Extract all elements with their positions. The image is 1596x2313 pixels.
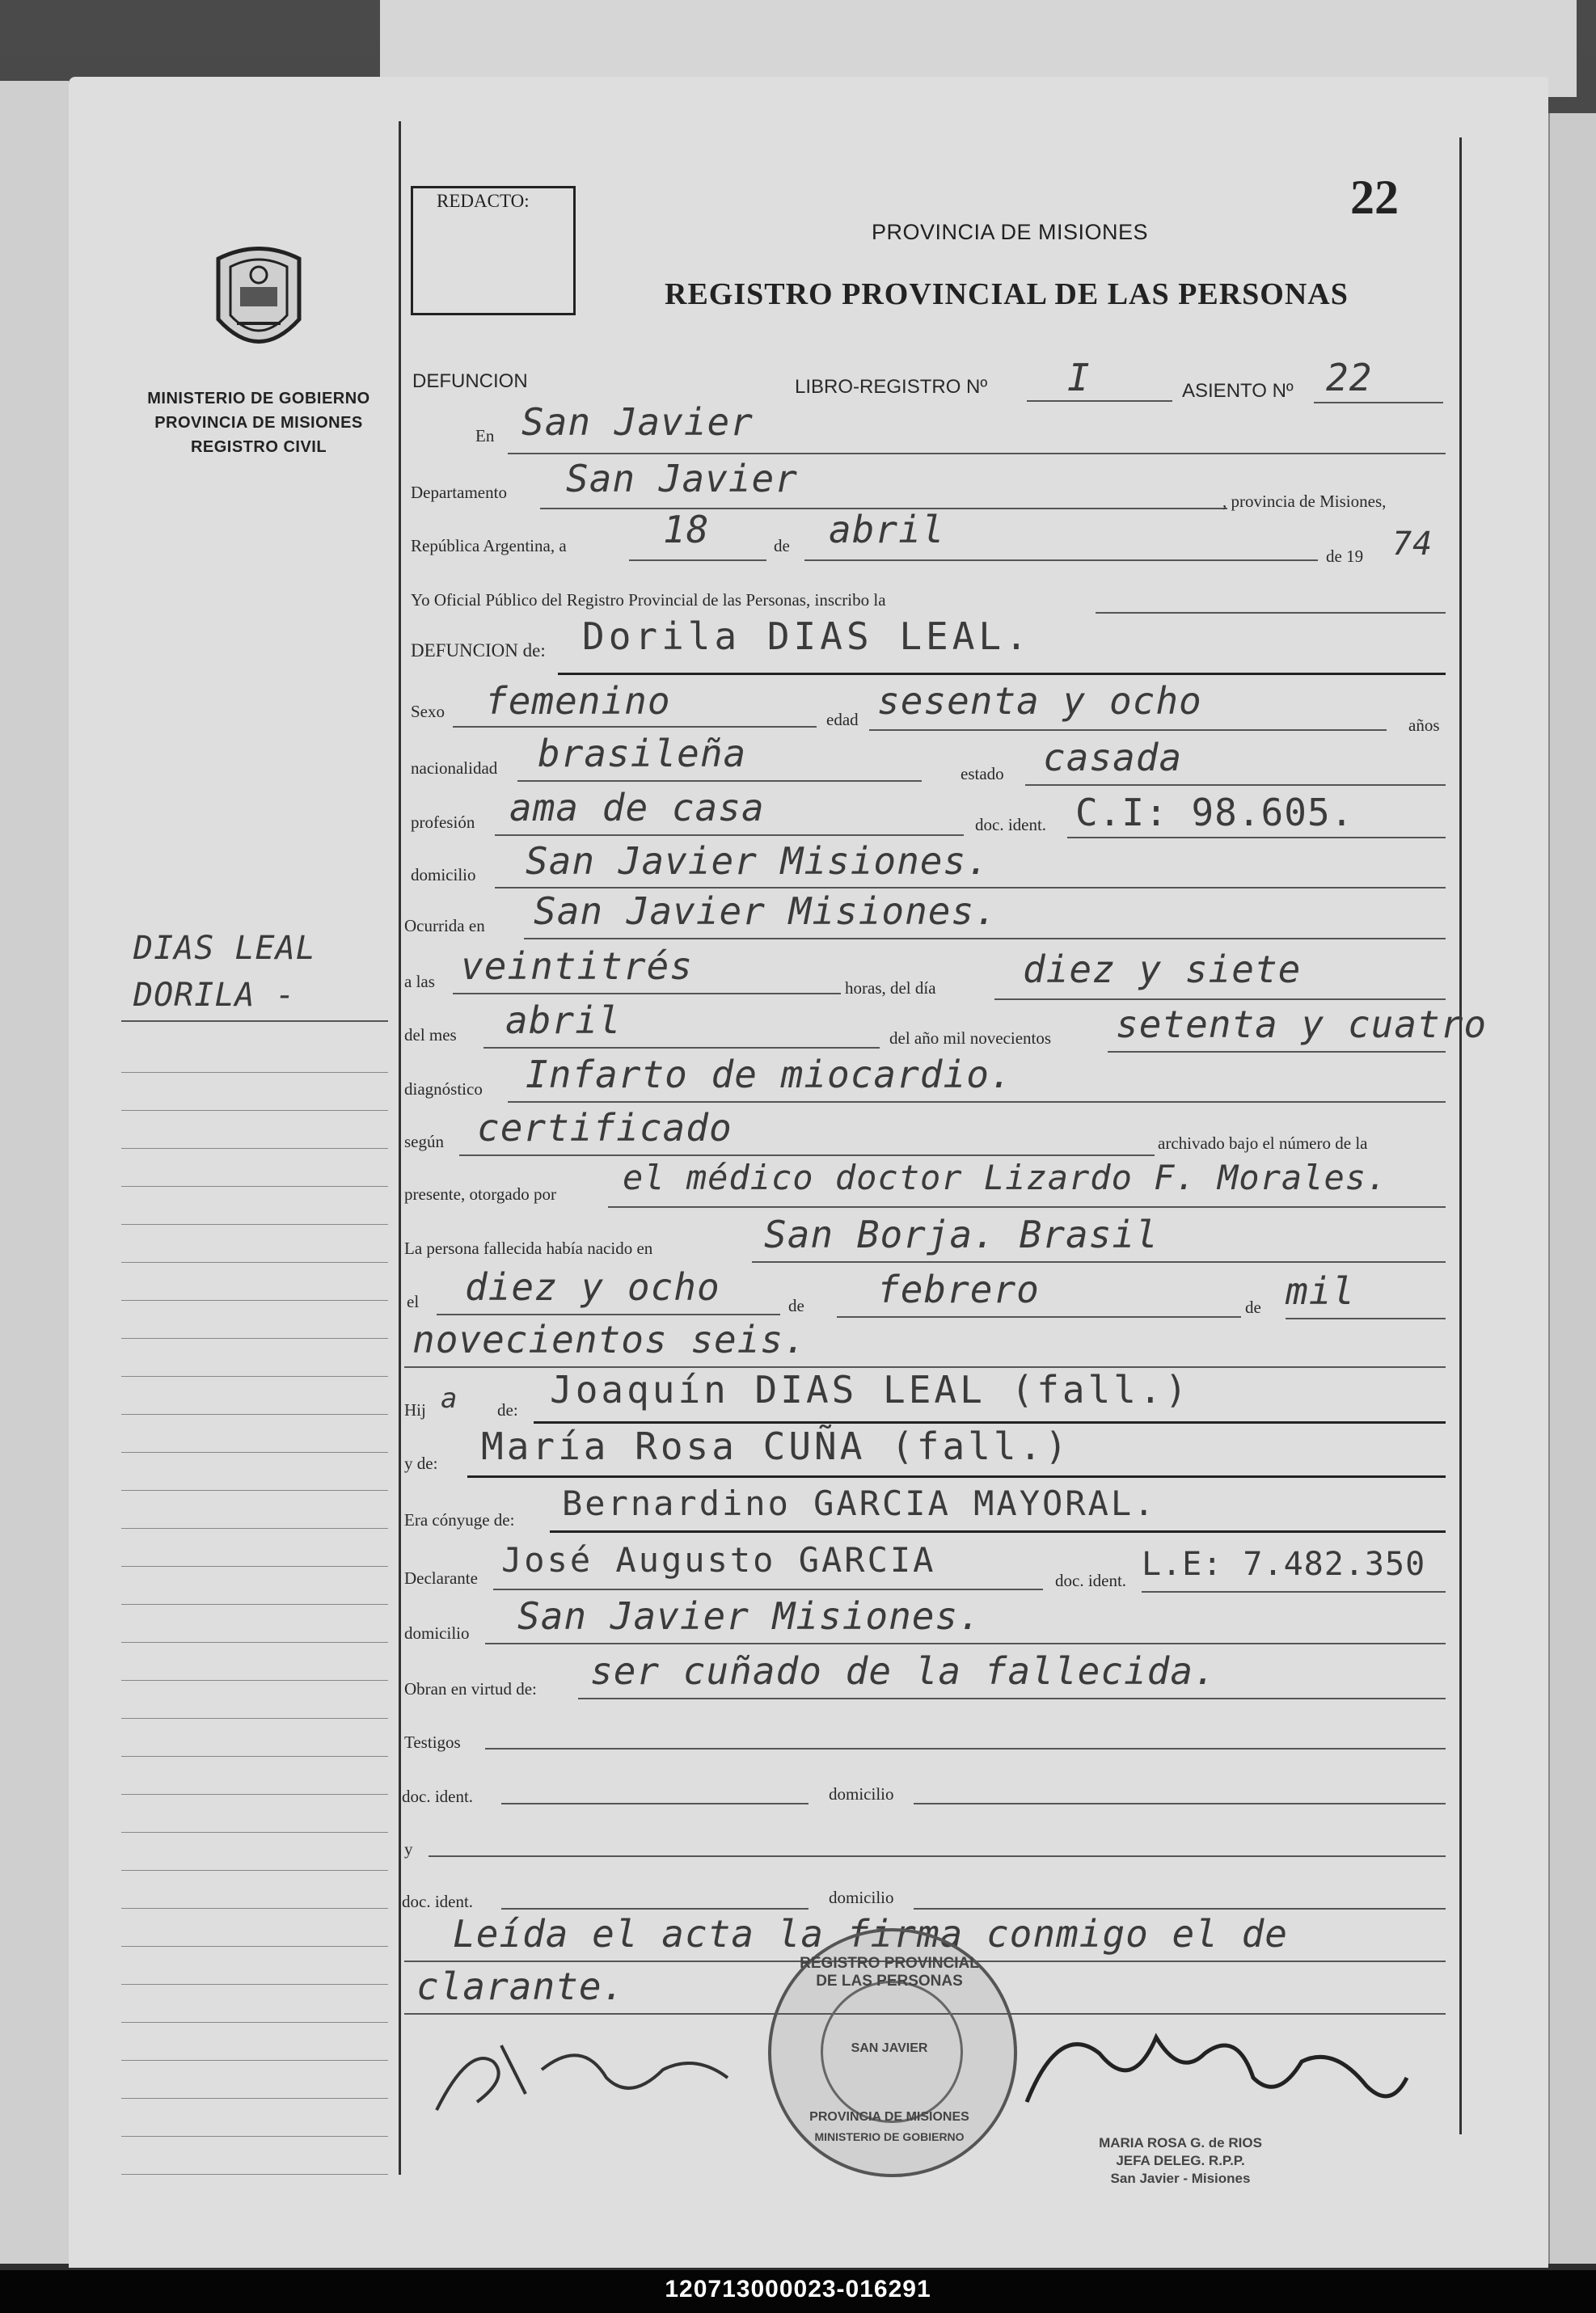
dia-value: 18 — [663, 508, 710, 551]
declarante-doc-label: doc. ident. — [1055, 1571, 1127, 1590]
ocurrida-en-rule — [524, 938, 1446, 939]
provincia-title: PROVINCIA DE MISIONES — [872, 220, 1149, 244]
asiento-rule — [1314, 402, 1443, 403]
departamento-value: San Javier — [566, 457, 798, 500]
en-value: San Javier — [521, 400, 754, 444]
ano-hecho-value: setenta y cuatro — [1116, 1002, 1488, 1046]
mes-value: abril — [829, 508, 945, 551]
declarante-value: José Augusto GARCIA — [501, 1540, 936, 1580]
libro-registro-label: LIBRO-REGISTRO Nº — [795, 376, 988, 398]
mes-hecho-value: abril — [505, 998, 622, 1042]
doc-ident3-label: doc. ident. — [402, 1787, 474, 1806]
nac-mes-value: febrero — [877, 1268, 1040, 1311]
profesion-rule — [495, 834, 964, 836]
padre-value: Joaquín DIAS LEAL (fall.) — [550, 1368, 1191, 1412]
doc-ident4-rule — [501, 1908, 809, 1910]
departamento-label: Departamento — [411, 483, 507, 502]
ocurrida-en-label: Ocurrida en — [404, 916, 485, 935]
nac-ano-2-value: novecientos seis. — [412, 1318, 807, 1361]
redacto-label: REDACTO: — [437, 191, 530, 211]
deceased-name: Dorila DIAS LEAL. — [582, 614, 1032, 658]
nac-dia-rule — [437, 1314, 780, 1315]
domicilio-label: domicilio — [411, 865, 476, 884]
declarante-doc-rule — [1142, 1591, 1446, 1593]
diagnostico-label: diagnóstico — [404, 1079, 483, 1099]
leida-line-2: clarante. — [416, 1965, 626, 2008]
estado-label: estado — [961, 764, 1004, 783]
declarante-label: Declarante — [404, 1568, 478, 1588]
de-label: de — [774, 536, 790, 555]
presente-label: presente, otorgado por — [404, 1184, 556, 1204]
doc-ident-label: doc. ident. — [975, 815, 1047, 834]
sexo-value: femenino — [485, 679, 671, 723]
segun-value: certificado — [477, 1106, 733, 1150]
de-19-label: de 19 — [1326, 547, 1364, 566]
ano-hecho-rule — [1108, 1051, 1446, 1053]
officer-stamp-line-1: MARIA ROSA G. de RIOS — [1099, 2135, 1262, 2150]
page-number: 22 — [1350, 171, 1399, 224]
book-edge — [1548, 113, 1596, 2264]
nacionalidad-value: brasileña — [538, 732, 747, 775]
hora-value: veintitrés — [461, 944, 693, 988]
archivado-label: archivado bajo el número de la — [1158, 1133, 1368, 1153]
nac-ano-1-value: mil — [1286, 1269, 1356, 1313]
officer-stamp — [1083, 2134, 1277, 2188]
officer-signature — [1011, 2005, 1415, 2142]
horas-del-dia-label: horas, del día — [845, 978, 936, 998]
officer-stamp-line-2: JEFA DELEG. R.P.P. — [1116, 2153, 1245, 2168]
seal-bottom-text: PROVINCIA DE MISIONES — [809, 2110, 969, 2124]
seal-ministry-text: MINISTERIO DE GOBIERNO — [814, 2130, 965, 2143]
nacido-en-value: San Borja. Brasil — [764, 1213, 1159, 1256]
declarante-domicilio-value: San Javier Misiones. — [517, 1594, 982, 1638]
hora-rule — [453, 993, 841, 994]
seal-ring-text: REGISTRO PROVINCIAL DE LAS PERSONAS — [800, 1955, 979, 1990]
ocurrida-en-value: San Javier Misiones. — [534, 889, 998, 933]
profesion-label: profesión — [411, 813, 475, 832]
previous-page-edge — [0, 81, 71, 2264]
seal-center-text: SAN JAVIER — [851, 2041, 928, 2055]
registro-title: REGISTRO PROVINCIAL DE LAS PERSONAS — [665, 277, 1349, 311]
segun-rule — [459, 1154, 1155, 1156]
ministry-line-1: MINISTERIO DE GOBIERNO — [147, 390, 370, 407]
madre-value: María Rosa CUÑA (fall.) — [481, 1425, 1070, 1468]
otorgado-por-value: el médico doctor Lizardo F. Morales. — [623, 1158, 1388, 1197]
provincial-coat-of-arms-icon — [206, 243, 311, 364]
republica-label: República Argentina, a — [411, 536, 567, 555]
declarante-domicilio-rule — [485, 1643, 1446, 1644]
otorgado-por-rule — [608, 1206, 1446, 1208]
conyuge-value: Bernardino GARCIA MAYORAL. — [562, 1484, 1157, 1523]
padre-rule — [534, 1421, 1446, 1424]
a-las-label: a las — [404, 972, 435, 991]
en-rule — [508, 453, 1446, 454]
en-label: En — [475, 426, 495, 445]
conyuge-rule — [550, 1530, 1446, 1533]
libro-registro-value: I — [1067, 356, 1091, 399]
yo-oficial-rule — [1096, 612, 1446, 614]
libro-rule — [1027, 400, 1172, 402]
dia-hecho-value: diez y siete — [1023, 948, 1302, 991]
dia-rule — [629, 559, 766, 561]
sexo-rule — [453, 726, 817, 728]
mes-hecho-rule — [483, 1047, 880, 1049]
mes-rule — [804, 559, 1318, 561]
del-ano-label: del año mil novecientos — [889, 1028, 1052, 1048]
profesion-value: ama de casa — [509, 786, 765, 829]
obran-rule — [578, 1698, 1446, 1699]
hij-suffix-value: a — [441, 1382, 458, 1415]
domicilio3-label: domicilio — [829, 1784, 894, 1804]
asiento-label: ASIENTO Nº — [1182, 380, 1294, 402]
dia-hecho-rule — [994, 998, 1446, 1000]
declarante-doc-value: L.E: 7.482.350 — [1142, 1546, 1426, 1583]
domicilio4-rule — [914, 1908, 1446, 1910]
diagnostico-value: Infarto de miocardio. — [526, 1053, 1013, 1096]
y-de-label: y de: — [404, 1454, 438, 1473]
sexo-label: Sexo — [411, 702, 445, 721]
nacionalidad-rule — [517, 780, 922, 782]
domicilio3-rule — [914, 1803, 1446, 1804]
nac-dia-value: diez y ocho — [465, 1265, 720, 1309]
anos-label: años — [1408, 715, 1440, 735]
domicilio2-label: domicilio — [404, 1623, 470, 1643]
leida-line-1: Leída el acta la firma conmigo el de — [453, 1912, 1288, 1956]
del-mes-label: del mes — [404, 1025, 457, 1045]
ministry-line-2: PROVINCIA DE MISIONES — [154, 414, 363, 432]
margin-ruled-lines — [121, 1035, 388, 2175]
doc-ident3-rule — [501, 1803, 809, 1804]
nac-mes-rule — [837, 1316, 1241, 1318]
doc-ident-value: C.I: 98.605. — [1075, 791, 1354, 834]
y-label: y — [404, 1839, 413, 1859]
estado-value: casada — [1043, 736, 1183, 779]
right-border-line — [1459, 137, 1462, 2134]
diagnostico-rule — [508, 1101, 1446, 1103]
margin-note-surname: DIAS LEAL — [133, 930, 316, 967]
ano-value: 74 — [1392, 525, 1433, 563]
ministry-block — [121, 386, 396, 459]
edad-rule — [869, 729, 1387, 731]
margin-note-name: DORILA - — [133, 977, 296, 1014]
conyuge-label: Era cónyuge de: — [404, 1510, 515, 1530]
deceased-name-rule — [558, 673, 1446, 675]
doc-ident4-label: doc. ident. — [402, 1892, 474, 1911]
edad-label: edad — [826, 710, 859, 729]
officer-stamp-line-3: San Javier - Misiones — [1110, 2171, 1251, 2186]
asiento-value: 22 — [1326, 356, 1373, 399]
madre-rule — [467, 1475, 1446, 1478]
testigos-rule — [485, 1748, 1446, 1750]
document-id: 120713000023-016291 — [665, 2276, 931, 2302]
defuncion-de-label: DEFUNCION de: — [411, 640, 546, 661]
ministry-line-3: REGISTRO CIVIL — [190, 438, 327, 456]
hij-label: Hij — [404, 1400, 426, 1420]
nacido-en-label: La persona fallecida había nacido en — [404, 1239, 653, 1258]
margin-note-rule — [121, 1020, 388, 1022]
nac-ano-1-rule — [1286, 1318, 1446, 1319]
nacionalidad-label: nacionalidad — [411, 758, 498, 778]
estado-rule — [1025, 784, 1446, 786]
obran-value: ser cuñado de la fallecida. — [590, 1649, 1217, 1693]
obran-label: Obran en virtud de: — [404, 1679, 537, 1699]
provincia-misiones-label: , provincia de Misiones, — [1222, 492, 1387, 511]
nac-de-label: de — [788, 1296, 804, 1315]
segun-label: según — [404, 1132, 444, 1151]
yo-oficial-label: Yo Oficial Público del Registro Provincial de las Personas, inscribo la — [411, 590, 886, 610]
domicilio-value: San Javier Misiones. — [526, 839, 990, 883]
doc-ident-rule — [1067, 837, 1446, 838]
testigos-label: Testigos — [404, 1733, 461, 1752]
defuncion-heading: DEFUNCION — [412, 370, 528, 392]
domicilio4-label: domicilio — [829, 1888, 894, 1907]
edad-value: sesenta y ocho — [877, 679, 1202, 723]
hij-de-label: de: — [497, 1400, 518, 1420]
declarante-rule — [493, 1589, 1043, 1590]
nac-de2-label: de — [1245, 1298, 1261, 1317]
declarante-signature — [404, 2013, 744, 2142]
y-rule — [429, 1855, 1446, 1857]
margin-line — [399, 121, 401, 2175]
domicilio-rule — [495, 887, 1446, 888]
el-label: el — [407, 1292, 420, 1311]
nacido-en-rule — [752, 1261, 1446, 1263]
